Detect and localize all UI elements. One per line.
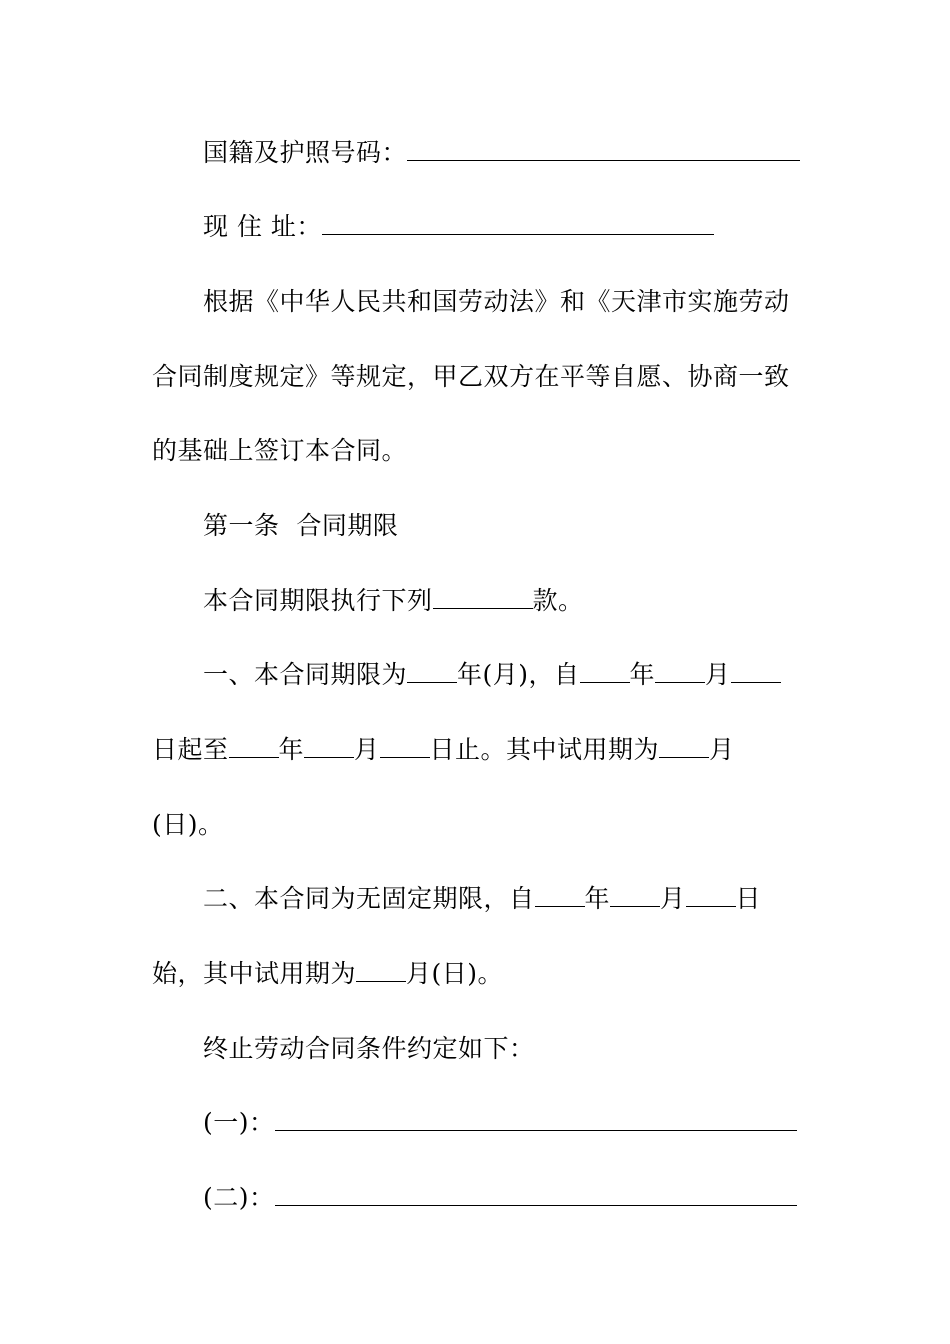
start-year-blank: [580, 660, 630, 683]
open-term-text: 日: [735, 884, 762, 913]
basis-paragraph-line-1: [203, 287, 790, 317]
fixed-term-text: 月: [354, 735, 380, 764]
termination-intro-line: [203, 1034, 535, 1064]
fixed-term-line-1: [203, 660, 781, 690]
fixed-term-text: 年: [629, 660, 656, 689]
probation-blank: [659, 735, 709, 758]
condition-2-line: [203, 1183, 797, 1213]
term-clause-prefix: 本合同期限执行下列: [203, 586, 433, 615]
open-start-day-blank: [686, 884, 736, 907]
nationality-passport-label: 国籍及护照号码：: [203, 138, 408, 167]
condition-1-blank: [275, 1108, 797, 1131]
open-term-text: 月: [660, 884, 686, 913]
basis-text-1: 根据《中华人民共和国劳动法》和《天津市实施劳动: [203, 287, 790, 316]
fixed-term-duration-blank: [407, 660, 457, 683]
term-clause-suffix: 款。: [532, 586, 584, 615]
fixed-term-text: 日止。其中试用期为: [429, 735, 660, 764]
condition-1-line: [203, 1108, 797, 1138]
article-1-title: 第一条 合同期限: [203, 511, 399, 540]
open-term-text: 二、本合同为无固定期限，自: [203, 884, 535, 913]
fixed-term-text: 月: [709, 735, 735, 764]
start-day-blank: [731, 660, 781, 683]
end-year-blank: [229, 735, 279, 758]
condition-2-label: (二)：: [203, 1183, 275, 1212]
fixed-term-text: 一、本合同期限为: [203, 660, 408, 689]
fixed-term-line-2: [152, 735, 735, 765]
basis-text-2: 合同制度规定》等规定，甲乙双方在平等自愿、协商一致: [152, 362, 790, 391]
current-address-label: 现 住 址：: [203, 212, 322, 241]
open-start-month-blank: [610, 884, 660, 907]
term-clause-line: [203, 586, 584, 616]
article-1-heading: [203, 511, 398, 541]
basis-paragraph-line-3: [152, 436, 407, 466]
fixed-term-text: (日)。: [152, 810, 224, 839]
fixed-term-text: 日起至: [152, 735, 229, 764]
open-term-line-2: [152, 959, 503, 989]
fixed-term-text: 年: [278, 735, 305, 764]
term-clause-blank: [433, 586, 533, 609]
open-term-text: 年: [584, 884, 611, 913]
start-month-blank: [655, 660, 705, 683]
current-address-line: [203, 212, 714, 242]
fixed-term-line-3: [152, 810, 224, 840]
current-address-blank: [322, 212, 714, 235]
open-term-text: 始，其中试用期为: [152, 959, 357, 988]
open-probation-blank: [356, 959, 406, 982]
basis-paragraph-line-2: [152, 362, 790, 392]
fixed-term-text: 月: [705, 660, 731, 689]
open-start-year-blank: [535, 884, 585, 907]
open-term-line-1: [203, 884, 761, 914]
condition-2-blank: [275, 1183, 797, 1206]
termination-intro-text: 终止劳动合同条件约定如下：: [203, 1034, 535, 1063]
end-day-blank: [380, 735, 430, 758]
condition-1-label: (一)：: [203, 1108, 275, 1137]
nationality-passport-line: [203, 138, 800, 168]
basis-text-3: 的基础上签订本合同。: [152, 436, 408, 465]
nationality-passport-blank: [407, 138, 800, 161]
fixed-term-text: 年(月)，自: [457, 660, 580, 689]
open-term-text: 月(日)。: [406, 959, 504, 988]
end-month-blank: [304, 735, 354, 758]
